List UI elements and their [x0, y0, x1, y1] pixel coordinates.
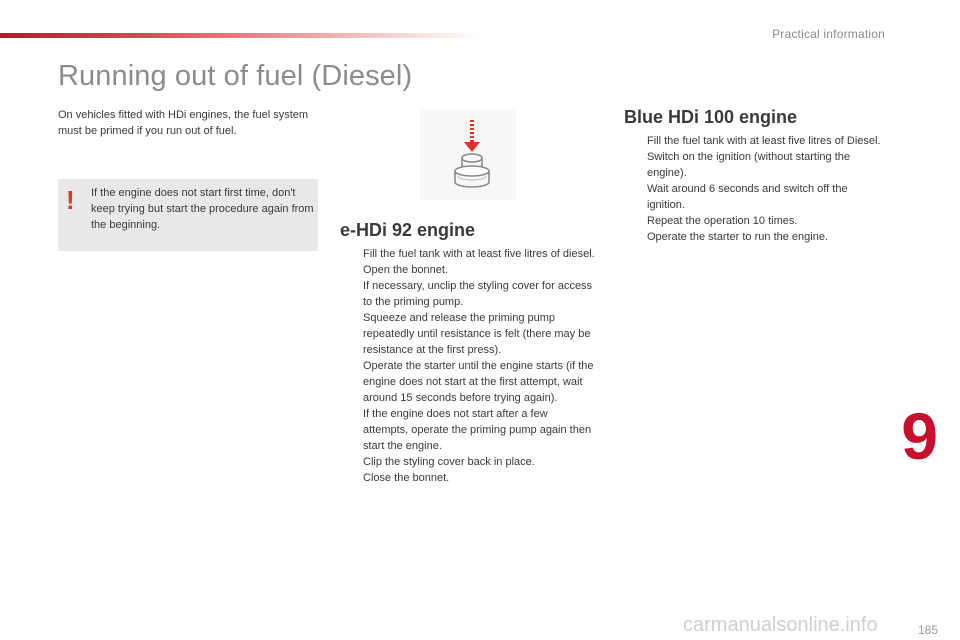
step-item [340, 358, 595, 406]
step-item [340, 310, 595, 358]
step-item [340, 470, 595, 486]
step-item [624, 149, 882, 181]
step-item [340, 454, 595, 470]
step-item [340, 262, 595, 278]
step-text: Operate the starter to run the engine. [647, 231, 829, 243]
step-item [340, 246, 595, 262]
step-text: Switch on the ignition (without starting the engine). [647, 151, 851, 179]
step-text: Fill the fuel tank with at least five litres of Diesel. [647, 135, 881, 147]
step-text: Squeeze and release the priming pump repeatedly until resistance is felt (there may be resistance at the first press). [363, 312, 591, 356]
page-title: Running out of fuel (Diesel) [58, 60, 413, 92]
chapter-number: 9 [901, 399, 938, 473]
bluehdi-steps-list [624, 133, 882, 245]
step-item [624, 213, 882, 229]
page-number: 185 [917, 623, 938, 637]
ehdi-heading: e-HDi 92 engine [340, 220, 476, 240]
step-text: Close the bonnet. [363, 472, 450, 484]
step-text: Operate the starter until the engine starts (if the engine does not start at the first attempt, wait around 15 seconds before trying again). [363, 360, 594, 404]
step-text: Open the bonnet. [363, 264, 449, 276]
step-item [340, 278, 595, 310]
exclamation-icon: ! [66, 185, 75, 215]
warning-text: If the engine does not start first time, don't keep trying but start the procedure again from the beginning. [91, 187, 314, 231]
step-item [340, 406, 595, 454]
step-text: Fill the fuel tank with at least five litres of diesel. [363, 248, 595, 260]
step-text: If the engine does not start after a few attempts, operate the priming pump again then start the engine. [363, 408, 592, 452]
step-item [624, 133, 882, 149]
step-text: Clip the styling cover back in place. [363, 456, 535, 468]
header-accent-bar [0, 33, 480, 38]
ehdi-steps-list [340, 246, 595, 486]
bluehdi-heading: Blue HDi 100 engine [624, 107, 798, 127]
step-item [624, 229, 882, 245]
step-item [624, 181, 882, 213]
intro-text: On vehicles fitted with HDi engines, the fuel system must be primed if you run out of fuel. [58, 109, 309, 137]
section-label: Practical information [772, 27, 885, 41]
step-text: Wait around 6 seconds and switch off the ignition. [647, 183, 848, 211]
warning-box [58, 179, 318, 251]
step-text: If necessary, unclip the styling cover for access to the priming pump. [363, 280, 593, 308]
priming-pump-icon [420, 110, 516, 200]
watermark: carmanualsonline.info [683, 614, 878, 636]
step-text: Repeat the operation 10 times. [647, 215, 798, 227]
